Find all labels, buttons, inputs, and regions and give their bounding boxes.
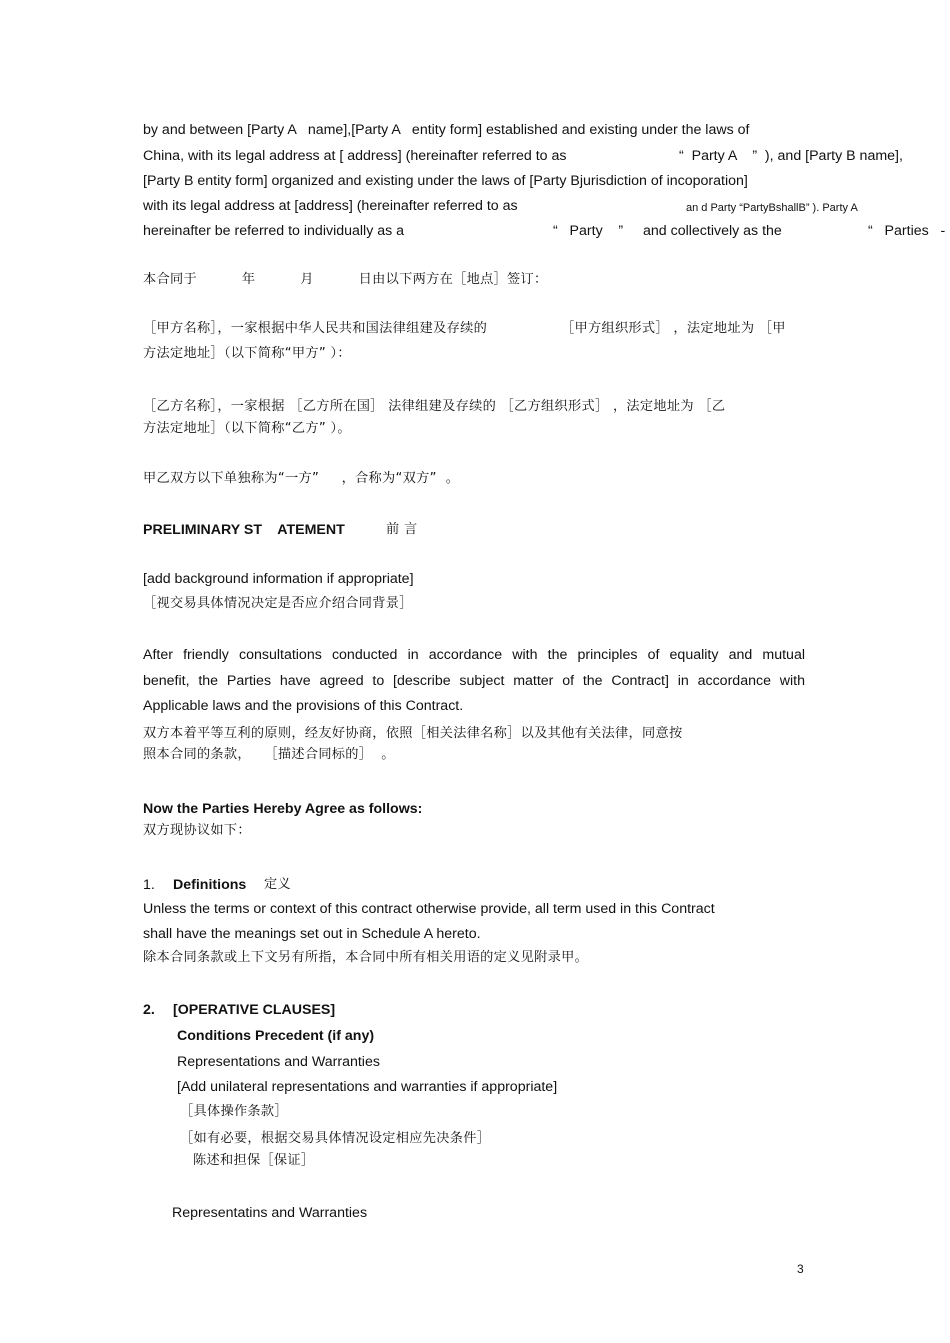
add-representations: [Add unilateral representations and warranties if appropriate] [177, 1079, 558, 1095]
intro-line-2a: China, with its legal address at [ address] (hereinafter referred to as [143, 148, 567, 164]
operative-title: [OPERATIVE CLAUSES] [173, 1002, 336, 1018]
intro-line-4a: with its legal address at [address] (hereinafter referred to as [143, 198, 518, 214]
intro-line-2b: “ Party A ” ), and [Party B name], [679, 148, 903, 164]
intro-line-3: [Party B entity form] organized and existing under the laws of [Party Bjurisdiction of incoporation] [143, 173, 748, 189]
add-background-zh: ［视交易具体情况决定是否应介绍合同背景］ [143, 596, 413, 611]
zh-signing: 本合同于 年 月 日由以下两方在［地点］签订： [143, 272, 548, 287]
intro-line-1: by and between [Party A name],[Party A entity form] established and existing under the laws of [143, 122, 750, 138]
zh-party-a-line-2: 方法定地址］（以下简称“甲方” ）： [143, 346, 351, 361]
operative-zh-3: 陈述和担保［保证］ [193, 1153, 315, 1168]
preliminary-para-line-1: After friendly consultations conducted in accordance with the principles of equality and mutual [143, 647, 805, 663]
intro-line-5a: hereinafter be referred to individually as a [143, 223, 405, 239]
definitions-line-1: Unless the terms or context of this contract otherwise provide, all term used in this Contract [143, 901, 715, 917]
zh-party-a-line-1b: ［甲方组织形式］ ，法定地址为 ［甲 [561, 321, 786, 336]
intro-line-4b: an d Party “PartyBshallB” ). Party A [686, 202, 858, 214]
zh-party-b-line-1: ［乙方名称］，一家根据 ［乙方所在国］ 法律组建及存续的 ［乙方组织形式］ ，法定地址为 ［乙 [143, 399, 726, 414]
intro-line-5c: and collectively as the [643, 223, 782, 239]
preliminary-heading-zh: 前 言 [386, 522, 418, 537]
page-number: 3 [797, 1262, 804, 1276]
definitions-number: 1. [143, 877, 155, 893]
preliminary-zh-line-2: 照本合同的条款， ［描述合同标的］ 。 [143, 747, 395, 762]
conditions-precedent: Conditions Precedent (if any) [177, 1028, 375, 1044]
definitions-line-2: shall have the meanings set out in Schedule A hereto. [143, 926, 481, 942]
preliminary-heading: PRELIMINARY ST ATEMENT [143, 522, 345, 538]
representations-warranties-2: Representatins and Warranties [172, 1205, 368, 1221]
agree-heading: Now the Parties Hereby Agree as follows: [143, 801, 423, 817]
operative-zh-2: ［如有必要，根据交易具体情况设定相应先决条件］ [180, 1131, 491, 1146]
definitions-title: Definitions [173, 877, 247, 893]
add-background: [add background information if appropriate] [143, 571, 414, 587]
operative-zh-1: ［具体操作条款］ [180, 1104, 288, 1119]
zh-parties-naming: 甲乙双方以下单独称为“一方” ，合称为“双方” 。 [143, 471, 460, 486]
definitions-title-zh: 定义 [264, 877, 291, 892]
intro-line-5d: “ Parties - [868, 223, 946, 239]
intro-line-5b: “ Party ” [553, 223, 624, 239]
preliminary-para-line-2: benefit, the Parties have agreed to [describe subject matter of the Contract] in accordance with [143, 673, 805, 689]
preliminary-zh-line-1: 双方本着平等互利的原则，经友好协商，依照［相关法律名称］以及其他有关法律，同意按 [143, 726, 683, 741]
zh-party-a-line-1a: ［甲方名称］，一家根据中华人民共和国法律组建及存续的 [143, 321, 488, 336]
definitions-zh: 除本合同条款或上下文另有所指，本合同中所有相关用语的定义见附录甲。 [143, 950, 589, 965]
preliminary-para-line-3: Applicable laws and the provisions of this Contract. [143, 698, 464, 714]
agree-heading-zh: 双方现协议如下： [143, 823, 251, 838]
operative-number: 2. [143, 1002, 155, 1018]
representations-warranties: Representations and Warranties [177, 1054, 380, 1070]
zh-party-b-line-2: 方法定地址］（以下简称“乙方” ）。 [143, 421, 351, 436]
